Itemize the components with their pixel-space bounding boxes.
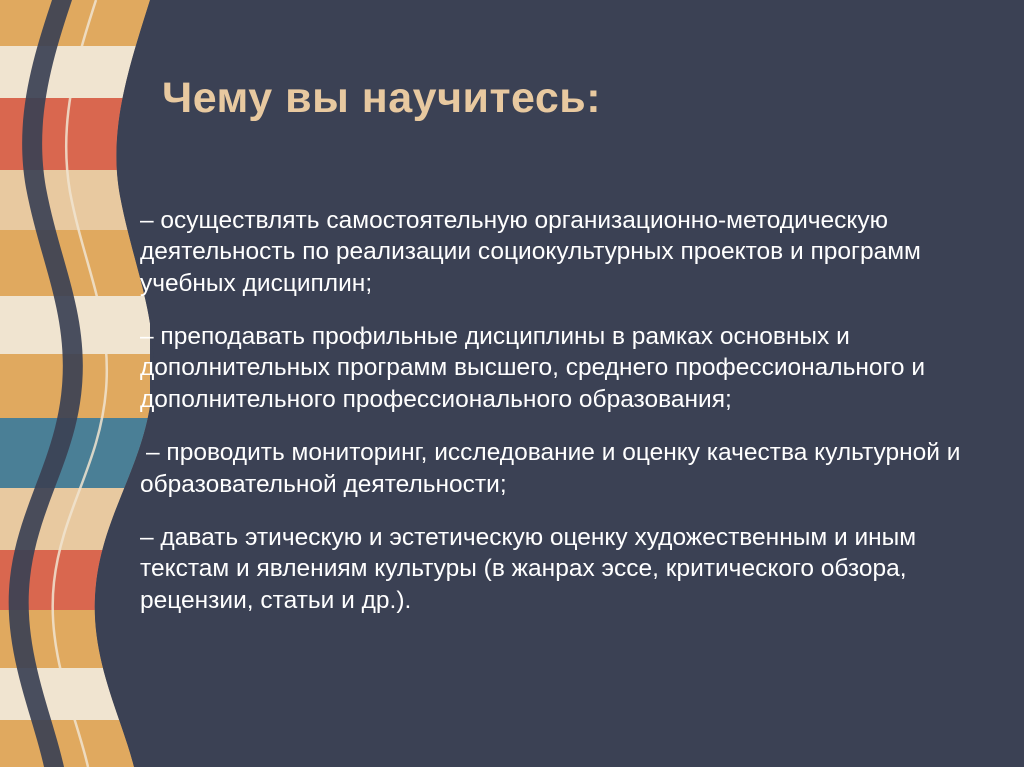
slide-content	[140, 0, 1024, 767]
list-item: – давать этическую и эстетическую оценку художественным и иным текстам и явлениям культуры (в жанрах эссе, критического обзора, рецензии, статьи и др.).	[140, 523, 917, 614]
list-item: – осуществлять самостоятельную организационно-методическую деятельность по реализации социокультурных проектов и программ учебных дисциплин;	[140, 207, 921, 297]
page-title: Чему вы научитесь:	[162, 74, 602, 122]
list-item: – проводить мониторинг, исследование и оценку качества культурной и образовательной деятельности;	[140, 439, 961, 498]
list-item: – преподавать профильные дисциплины в рамках основных и дополнительных программ высшего, среднего профессионального и дополнительного профессионального образования;	[140, 323, 926, 413]
bullet-list	[140, 205, 1004, 616]
